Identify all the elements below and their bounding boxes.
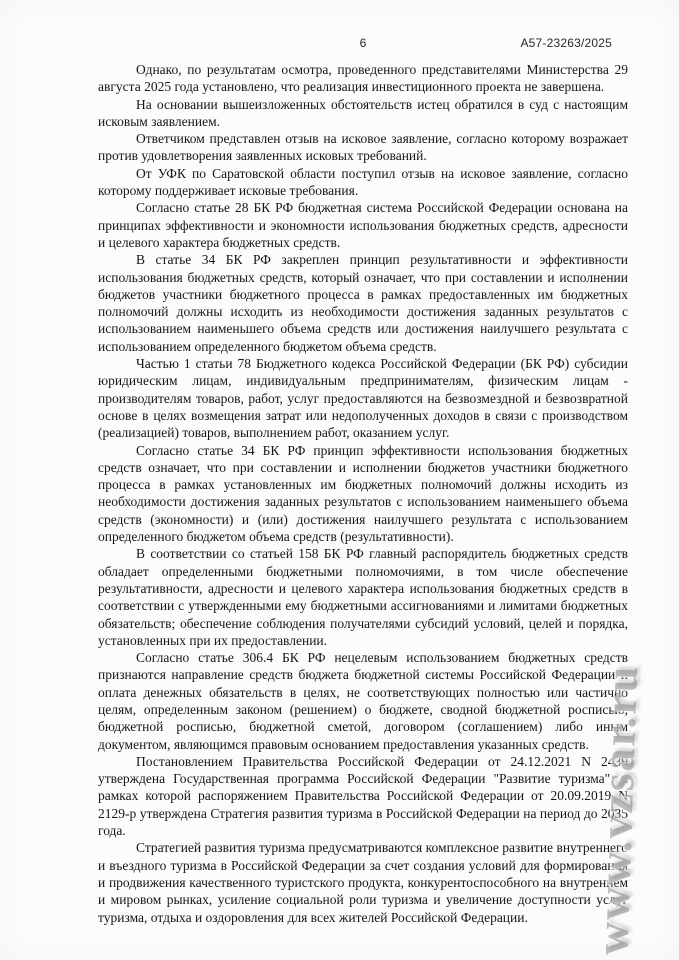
paragraph: Согласно статье 28 БК РФ бюджетная система Российской Федерации основана на принципах эффективности и экономности использования бюджетных средств, адресности и целевого характера бюджетных средств.	[98, 200, 628, 250]
paragraph: Стратегией развития туризма предусматриваются комплексное развитие внутреннего и въездного туризма в Российской Федерации за счет создания условий для формирования и продвижения качественного туристского продукта, конкурентоспособного на внутреннем и мировом рынках, усиление социальной роли туризма и увеличение доступности услуг туризма, отдыха и оздоровления для всех жителей Российской Федерации.	[98, 840, 628, 925]
paragraph: Согласно статье 34 БК РФ принцип эффективности использования бюджетных средств означает, что при составлении и исполнении бюджетов участники бюджетного процесса в рамках установленных им бюджетных полномочий должны исходить из необходимости достижения заданных результатов с использованием наименьшего объема средств (экономности) и (или) достижения наилучшего результата с использованием определенного бюджетом объема средств (результативности).	[98, 442, 628, 545]
watermark-site-url: www.vzsar.ru	[586, 663, 648, 957]
case-number: А57-23263/2025	[520, 36, 612, 50]
paragraph: В соответствии со статьей 158 БК РФ главный распорядитель бюджетных средств обладает определенными бюджетными полномочиями, в том числе обеспечение результативности, адресности и целевого характера использования бюджетных средств в соответствии с утвержденными ему бюджетными ассигнованиями и лимитами бюджетных обязательств; обеспечение соблюдения получателями субсидий условий, целей и порядка, установленных при их предоставлении.	[98, 546, 628, 648]
paragraph: В статье 34 БК РФ закреплен принцип результативности и эффективности использования бюджетных средств, который означает, что при составлении и исполнении бюджетов участники бюджетного процесса в рамках предоставленных им бюджетных полномочий должны исходить из необходимости достижения заданных результатов с использованием наименьшего объема средств или достижения наилучшего результата с использованием определенного бюджетом объема средств.	[98, 252, 628, 354]
document-body	[98, 61, 628, 926]
paragraph: От УФК по Саратовской области поступил отзыв на исковое заявление, согласно которому поддерживает исковые требования.	[98, 165, 628, 199]
paragraph: Частью 1 статьи 78 Бюджетного кодекса Российской Федерации (БК РФ) субсидии юридическим лицам, индивидуальным предпринимателям, физическим лицам - производителям товаров, работ, услуг предоставляются на безвозмездной и безвозвратной основе в целях возмещения затрат или недополученных доходов в связи с производством (реализацией) товаров, выполнением работ, оказанием услуг.	[98, 356, 628, 441]
paragraph: Ответчиком представлен отзыв на исковое заявление, согласно которому возражает против удовлетворения заявленных исковых требований.	[98, 131, 628, 164]
paragraph: Постановлением Правительства Российской Федерации от 24.12.2021 N 2439 утверждена Государственная программа Российской Федерации "Развитие туризма", в рамках которой распоряжением Правительства Российской Федерации от 20.09.2019 N 2129-р утверждена Стратегия развития туризма в Российской Федерации на период до 2035 года.	[98, 753, 628, 839]
paragraph: На основании вышеизложенных обстоятельств истец обратился в суд с настоящим исковым заявлением.	[98, 96, 628, 129]
paragraph: Согласно статье 306.4 БК РФ нецелевым использованием бюджетных средств признаются направление средств бюджета бюджетной системы Российской Федерации и оплата денежных обязательств в целях, не соответствующих полностью или частично целям, определенным законом (решением) о бюджете, сводной бюджетной росписью, бюджетной росписью, бюджетной сметой, договором (соглашением) либо иным документом, являющимся правовым основанием предоставления указанных средств.	[98, 650, 628, 752]
page-header	[98, 36, 628, 52]
paragraph: Однако, по результатам осмотра, проведенного представителями Министерства 29 августа 2025 года установлено, что реализация инвестиционного проекта не завершена.	[98, 62, 628, 95]
page-number: 6	[359, 36, 367, 50]
